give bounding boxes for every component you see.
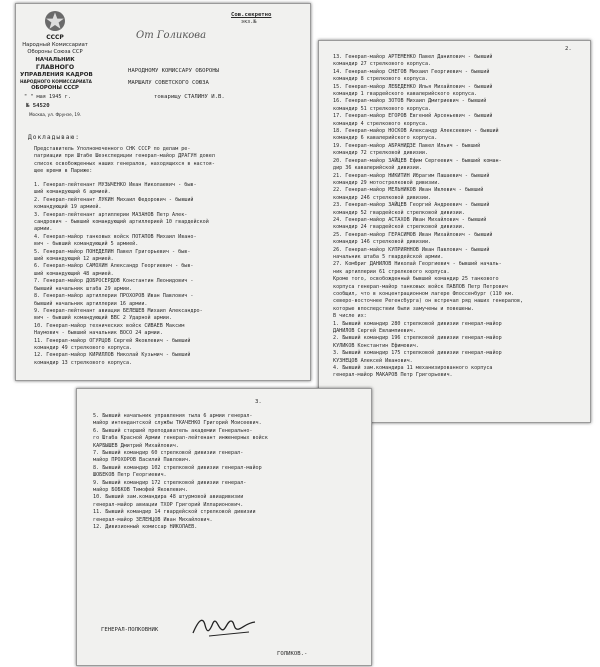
list-line: майор интендантской службы ТКАЧЕНКО Григорий Моисеевич. bbox=[93, 420, 262, 427]
letterhead-line-3: Обороны Союза ССР bbox=[27, 49, 83, 55]
list-line: ший командующий 12 армией. bbox=[34, 256, 114, 263]
list-line: ший командующий 6 армией. bbox=[34, 189, 111, 196]
letterhead-line-6: УПРАВЛЕНИЯ КАДРОВ bbox=[20, 72, 93, 78]
list-line: 25. Генерал-майор ГЕРАСИМОВ Иван Михайлович - бывший bbox=[333, 231, 493, 238]
intro-line: щее время в Париже: bbox=[34, 168, 93, 175]
list-line: генерал-майор ЗЕЛЕНЦОВ Иван Михайлович. bbox=[93, 516, 213, 523]
list-line: вич - бывший командующий 5 армией. bbox=[34, 241, 139, 248]
document-page-3 bbox=[76, 388, 372, 666]
list-line: 16. Генерал-майор ЗОТОВ Михаил Дмитриевич - бывший bbox=[333, 98, 487, 105]
list-line: сообщил, что в концентрационном лагере Флоссенбург (110 км. bbox=[333, 291, 514, 297]
list-line: 24. Генерал-майор АСТАХОВ Иван Михайлович - бывший bbox=[333, 216, 487, 223]
list-line: 11. Бывший командир 14 гвардейской стрелковой дивизии bbox=[93, 509, 256, 516]
list-line: командир 51 стрелкового корпуса. bbox=[333, 105, 432, 112]
list-line: 8. Бывший командир 102 стрелковой дивизии генерал-майор bbox=[93, 464, 262, 471]
document-page-2 bbox=[318, 40, 591, 423]
list-line: командующий 19 армией. bbox=[34, 204, 102, 211]
list-line: командир 52 гвардейской стрелковой дивизии. bbox=[333, 209, 465, 216]
list-line: командир 146 стрелковой дивизии. bbox=[333, 239, 432, 246]
list-line: 12. Дивизионный комиссар НИКОЛАЕВ. bbox=[93, 524, 198, 531]
list-line: командир 6 кавалерийского корпуса. bbox=[333, 135, 438, 142]
list-line: армии. bbox=[34, 226, 53, 233]
list-line: 4. Бывший зам.командира 11 механизированного корпуса bbox=[333, 365, 493, 372]
list-line: сандрович - бывший командующий артиллерией 10 гвардейской bbox=[34, 219, 209, 226]
list-line: командир 49 стрелкового корпуса. bbox=[34, 344, 133, 351]
copy-number: экз.№ bbox=[241, 19, 257, 25]
list-line: 4. Генерал-майор танковых войск ПОТАПОВ Михаил Ивано- bbox=[34, 233, 197, 240]
intro-block bbox=[34, 146, 215, 176]
list-line: 20. Генерал-майор ЗАЙЦЕВ Ефим Сергеевич - бывший коман- bbox=[333, 157, 502, 164]
signature-rank: ГЕНЕРАЛ-ПОЛКОВНИК bbox=[101, 627, 159, 633]
list-line: командир 29 мотострелковой дивизии. bbox=[333, 179, 441, 186]
secret-stamp: Сов.секретно bbox=[231, 12, 272, 18]
list-line: 3. Бывший командир 175 стрелковой дивизии генерал-майор bbox=[333, 350, 502, 357]
list-line: майор ПРОХОРОВ Василий Павлович. bbox=[93, 457, 192, 464]
list-line: 2. Генерал-лейтенант ЛУКИН Михаил Федорович - бывший bbox=[34, 196, 194, 203]
list-line: командир 24 гвардейской стрелковой дивизии. bbox=[333, 224, 465, 231]
list-line: командир 1 гвардейского кавалерийского корпуса. bbox=[333, 91, 478, 98]
list-line: ший командующий 48 армией. bbox=[34, 270, 114, 277]
list-line: 9. Генерал-лейтенант авиации БЕЛЕШЕВ Михаил Александро- bbox=[34, 307, 203, 314]
list-line: 6. Генерал-майор САМОХИН Александр Георгиевич - быв- bbox=[34, 263, 194, 270]
list-line: 17. Генерал-майор ЕГОРОВ Евгений Арсеньевич - бывший bbox=[333, 113, 493, 120]
page-number: 2. bbox=[565, 46, 572, 52]
list-line: вич - бывший командующий ВВС 2 Ударной армии. bbox=[34, 315, 173, 322]
intro-line: патриации при Штабе Шеэкспедиции генерал-майор ДРАГУН довел bbox=[34, 153, 215, 160]
handwritten-signature-icon bbox=[189, 613, 259, 641]
list-line: 10. Бывший зам.командира 48 штурмовой авиадивизии bbox=[93, 494, 244, 501]
general-list-part-1 bbox=[34, 182, 209, 367]
document-page-1 bbox=[15, 3, 311, 381]
list-line: начальник штаба 5 гвардейской армии. bbox=[333, 253, 444, 260]
addressee-line-3: товарищу СТАЛИНУ И.В. bbox=[154, 94, 225, 100]
list-line: КУЛИКОВ Константин Ефимович. bbox=[333, 342, 419, 349]
list-line: 7. Бывший командир 60 стрелковой дивизии генерал- bbox=[93, 450, 244, 457]
list-line: командир 4 стрелкового корпуса. bbox=[333, 120, 429, 127]
list-line: 3. Генерал-лейтенант артиллерии МАЗАНОВ Петр Алек- bbox=[34, 211, 188, 218]
list-line: 11. Генерал-майор ОГУРЦОВ Сергей Яковлевич - бывший bbox=[34, 337, 191, 344]
addressee-line-2: МАРШАЛУ СОВЕТСКОГО СОЮЗА bbox=[128, 80, 209, 86]
list-line: корпуса генерал-майор танковых войск ПАВЛОВ Петр Петрович bbox=[333, 283, 508, 290]
letterhead-line-8: ОБОРОНЫ СССР bbox=[31, 85, 79, 91]
list-line: бывший начальник артиллерии 16 армии. bbox=[34, 300, 148, 307]
list-line: 8. Генерал-майор артиллерии ПРОХОРОВ Иван Павлович - bbox=[34, 293, 194, 300]
list-line: 9. Бывший командир 172 стрелковой дивизии генерал- bbox=[93, 479, 247, 486]
list-line: майор БОБКОВ Тимофей Яковлевич. bbox=[93, 487, 189, 494]
handwritten-note: От Голикова bbox=[136, 30, 207, 41]
list-line: дир 36 кавалерийской дивизии. bbox=[333, 165, 422, 172]
list-line: 10. Генерал-майор технических войск СИВАЕВ Максим bbox=[34, 322, 185, 329]
addressee-line-1: НАРОДНОМУ КОМИССАРУ ОБОРОНЫ bbox=[128, 68, 219, 74]
list-line: которые впоследствии были замучены и повешены. bbox=[333, 305, 475, 312]
list-line: 1. Бывший командир 280 стрелковой дивизии генерал-майор bbox=[333, 320, 502, 327]
list-line: 26. Генерал-майор КУПРИЯННОВ Иван Павлович - бывший bbox=[333, 246, 490, 253]
list-line: 19. Генерал-майор АБРАНИДЗЕ Павел Ильич - бывший bbox=[333, 142, 481, 149]
signature-name: ГОЛИКОВ.- bbox=[277, 651, 308, 657]
letterhead-line-1: СССР bbox=[46, 34, 64, 41]
list-line: бывший начальник штаба 29 армии. bbox=[34, 285, 133, 292]
list-line: 14. Генерал-майор СНЕГОВ Михаил Георгиевич - бывший bbox=[333, 68, 490, 75]
list-line: 23. Генерал-майор ЗАЙЦЕВ Георгий Андреевич - бывший bbox=[333, 202, 490, 209]
list-line: 12. Генерал-майор КИРИЛЛОВ Николай Кузьмич - бывший bbox=[34, 352, 191, 359]
list-line: командир 8 стрелкового корпуса. bbox=[333, 76, 429, 83]
star-emblem-icon bbox=[44, 10, 66, 32]
letterhead-line-4: НАЧАЛЬНИК bbox=[35, 57, 75, 63]
general-list-part-3 bbox=[93, 413, 268, 532]
list-line: 5. Бывший начальник управления тыла 6 армии генерал- bbox=[93, 413, 253, 419]
list-line: 1. Генерал-лейтенант МУЗЫЧЕНКО Иван Николаевич - быв- bbox=[34, 182, 197, 188]
list-line: Кроме того, освобожденный бывший командир 25 танкового bbox=[333, 276, 499, 283]
report-heading: Докладываю: bbox=[28, 134, 80, 141]
list-line: В числе их: bbox=[333, 313, 367, 320]
intro-line: Представитель Уполномоченного СНК СССР по делам ре- bbox=[34, 146, 191, 152]
list-line: командир 27 стрелкового корпуса. bbox=[333, 61, 432, 68]
letterhead-line-5: ГЛАВНОГО bbox=[35, 64, 75, 71]
list-line: КУЗНЕЦОВ Алексей Иванович. bbox=[333, 357, 413, 364]
letterhead-line-2: Народный Комиссариат bbox=[22, 42, 88, 48]
page-number: 3. bbox=[255, 399, 262, 405]
list-line: 15. Генерал-майор ЛЕБЕДЕНКО Илья Михайлович - бывший bbox=[333, 83, 493, 90]
list-line: го Штаба Красной Армии генерал-лейтенант инженерных войск bbox=[93, 435, 268, 442]
list-line: командир 13 стрелкового корпуса. bbox=[34, 359, 133, 366]
list-line: 7. Генерал-майор ДОБРОСЕРДОВ Константин Леонидович - bbox=[34, 278, 194, 285]
list-line: командир 72 стрелковой дивизии. bbox=[333, 150, 429, 157]
list-line: 2. Бывший командир 196 стрелковой дивизии генерал-майор bbox=[333, 335, 502, 342]
list-line: Наумович - бывший начальник ВОСО 24 армии. bbox=[34, 330, 163, 337]
list-line: 22. Генерал-майор МЕЛЬНИКОВ Иван Ивлевич - бывший bbox=[333, 187, 484, 194]
list-line: 6. Бывший старший преподаватель академии Генерально- bbox=[93, 427, 253, 434]
list-line: генерал-майор МАКАРОВ Петр Григорьевич. bbox=[333, 372, 453, 379]
letterhead-date: " " мая 1945 г. bbox=[24, 94, 71, 100]
intro-line: список освобожденных наших генералов, находящихся в настоя- bbox=[34, 160, 215, 167]
list-line: ШОБЕКОВ Петр Георгиевич. bbox=[93, 472, 167, 479]
letterhead-address: Москва, ул. Фрунзе, 19. bbox=[28, 112, 82, 117]
list-line: северо-восточнее Регенсбурга) он встречал ряд наших генералов, bbox=[333, 298, 524, 305]
list-line: 18. Генерал-майор НОСКОВ Александр Алексеевич - бывший bbox=[333, 128, 499, 135]
list-line: генерал-майор авиации ТХОР Григорий Илларионович. bbox=[93, 501, 244, 508]
letterhead-number: № 54520 bbox=[26, 103, 50, 109]
list-line: ник артиллерии 61 стрелкового корпуса. bbox=[333, 268, 450, 275]
list-line: ДАНИЛОВ Сергей Евлампиевич. bbox=[333, 328, 416, 335]
list-line: КАРБЫШЕВ Дмитрий Михайлович. bbox=[93, 442, 179, 449]
list-line: 21. Генерал-майор НИКИТИН Ибрагим Пашаевич - бывший bbox=[333, 172, 490, 179]
general-list-part-2 bbox=[333, 54, 523, 380]
list-line: 5. Генерал-майор ПОНЕДЕЛИН Павел Григорьевич - быв- bbox=[34, 248, 191, 255]
letterhead-line-7: НАРОДНОГО КОМИССАРИАТА bbox=[20, 79, 92, 84]
list-line: командир 246 стрелковой дивизии. bbox=[333, 194, 432, 201]
list-line: 13. Генерал-майор АРТЕМЕНКО Павел Данилович - бывший bbox=[333, 54, 493, 60]
list-line: 27. Комбриг ДАНИЛОВ Николай Георгиевич - бывший началь- bbox=[333, 261, 502, 268]
